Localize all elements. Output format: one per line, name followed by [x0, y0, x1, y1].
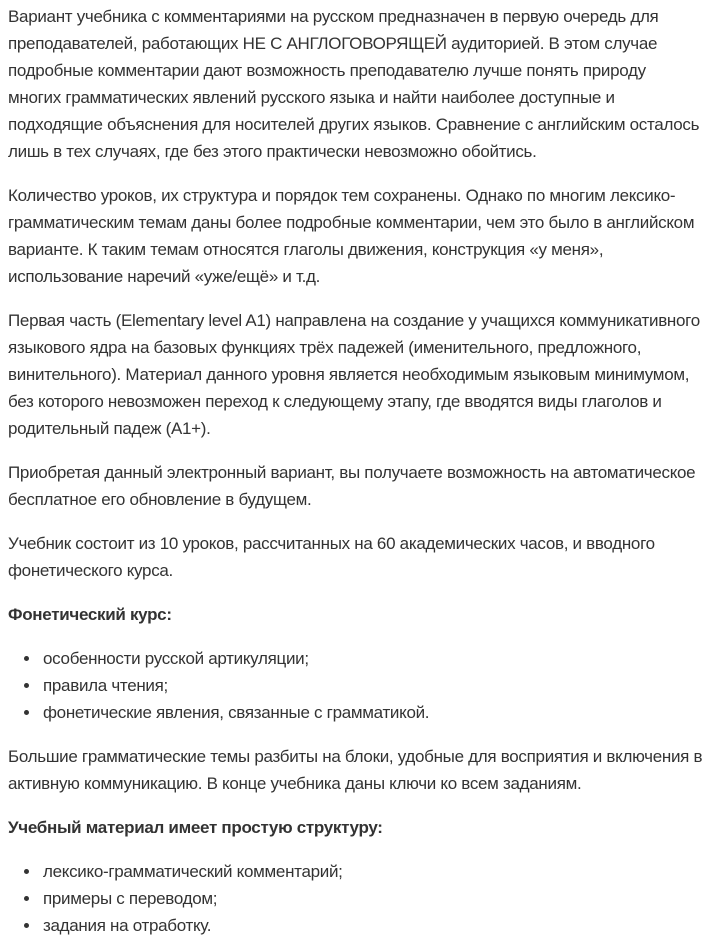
- phonetic-course-list: [8, 645, 703, 726]
- paragraph-intro-audience: Вариант учебника с комментариями на русском предназначен в первую очередь для преподавателей, работающих НЕ С АНГЛОГОВОРЯЩЕЙ аудиторией. В этом случае подробные комментарии дают возможность преподавателю лучше понять природу многих грамматических явлений русского языка и найти наиболее доступные и подходящие объяснения для носителей других языков. Сравнение с английским осталось лишь в тех случаях, где без этого практически невозможно обойтись.: [8, 7, 700, 161]
- heading-phonetic-course: Фонетический курс:: [8, 605, 172, 624]
- paragraph-lessons-structure: Количество уроков, их структура и порядок тем сохранены. Однако по многим лексико-грамматическим темам даны более подробные комментарии, чем это было в английском варианте. К таким темам относятся глаголы движения, конструкция «у меня», использование наречий «уже/ещё» и т.д.: [8, 186, 695, 286]
- list-item: • фонетические явления, связанные с грамматикой.: [41, 699, 703, 726]
- list-item: • задания на отработку.: [41, 912, 703, 939]
- paragraph-first-part-level: Первая часть (Elementary level A1) направлена на создание у учащихся коммуникативного языкового ядра на базовых функциях трёх падежей (именительного, предложного, винительного). Материал данного уровня является необходимым языковым минимумом, без которого невозможен переход к следующему этапу, где вводятся виды глаголов и родительный падеж (A1+).: [8, 311, 700, 438]
- heading-material-structure: Учебный материал имеет простую структуру:: [8, 818, 383, 837]
- material-structure-list: [8, 858, 703, 939]
- paragraph-textbook-contents: Учебник состоит из 10 уроков, рассчитанных на 60 академических часов, и вводного фонетического курса.: [8, 534, 655, 580]
- list-item: • особенности русской артикуляции;: [41, 645, 703, 672]
- paragraph-electronic-updates: Приобретая данный электронный вариант, вы получаете возможность на автоматическое бесплатное его обновление в будущем.: [8, 463, 696, 509]
- paragraph-grammar-blocks: Большие грамматические темы разбиты на блоки, удобные для восприятия и включения в активную коммуникацию. В конце учебника даны ключи ко всем заданиям.: [8, 747, 703, 793]
- list-item: • лексико-грамматический комментарий;: [41, 858, 703, 885]
- list-item: • примеры с переводом;: [41, 885, 703, 912]
- list-item: • правила чтения;: [41, 672, 703, 699]
